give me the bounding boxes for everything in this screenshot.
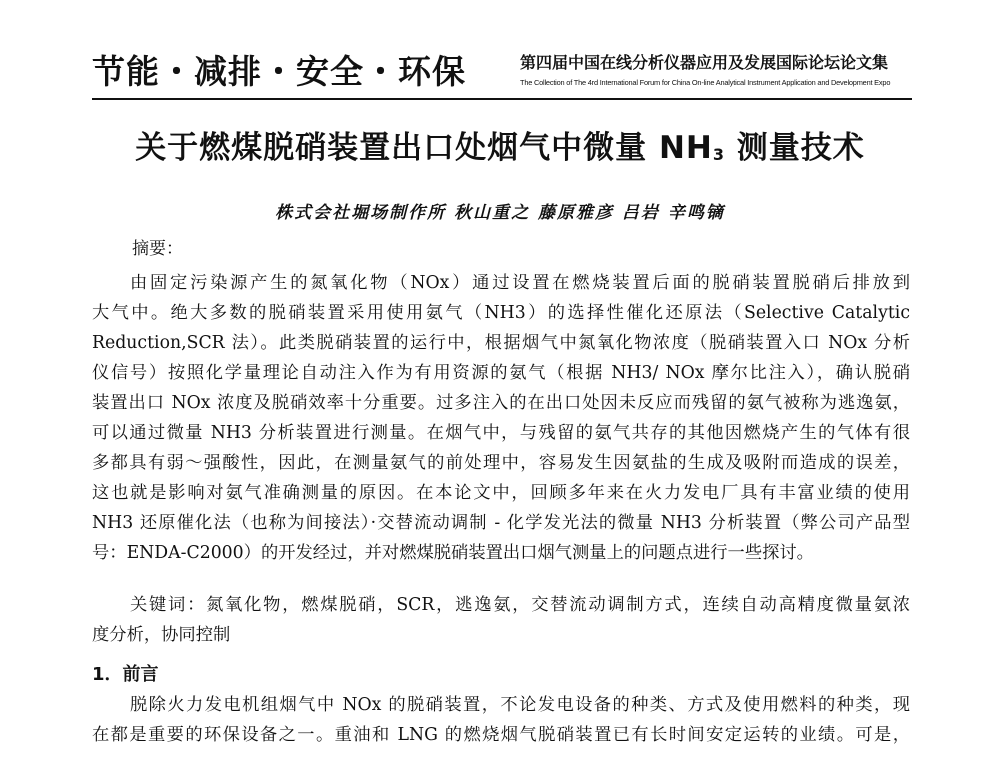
- keywords: [92, 590, 910, 650]
- abstract-line: NH3 还原催化法（也称为间接法）·交替流动调制 - 化学发光法的微量 NH3 分析装置（弊公司产品型: [92, 513, 910, 533]
- page-header: [92, 42, 912, 100]
- section-heading: 1．前言: [92, 664, 159, 685]
- keywords-line: 度分析，协同控制: [92, 625, 231, 645]
- abstract-line: 号：ENDA-C2000）的开发经过，并对燃煤脱硝装置出口烟气测量上的问题点进行一些探讨。: [92, 543, 814, 563]
- abstract-line: 仪信号）按照化学量理论自动注入作为有用资源的氨气（根据 NH3/ NOx 摩尔比注入），确认脱硝: [92, 363, 910, 383]
- abstract-line: 多都具有弱～强酸性，因此，在测量氨气的前处理中，容易发生因氨盐的生成及吸附而造成的误差，: [92, 453, 910, 473]
- intro-line: 在都是重要的环保设备之一。重油和 LNG 的燃烧烟气脱硝装置已有长时间安定运转的业绩。可是，: [92, 725, 910, 745]
- abstract-label: 摘要：: [132, 239, 183, 259]
- abstract-line: 这也就是影响对氨气准确测量的原因。在本论文中，回顾多年来在火力发电厂具有丰富业绩的使用: [92, 483, 910, 503]
- abstract-line: 大气中。绝大多数的脱硝装置采用使用氨气（NH3）的选择性催化还原法（Selective Catalytic: [92, 303, 910, 323]
- intro-line: 脱除火力发电机组烟气中 NOx 的脱硝装置，不论发电设备的种类、方式及使用燃料的种类，现: [130, 695, 910, 715]
- abstract-line: Reduction,SCR 法）。此类脱硝装置的运行中，根据烟气中氮氧化物浓度（脱硝装置入口 NOx 分析: [92, 333, 910, 353]
- conference-info: [520, 50, 912, 87]
- conference-title-en: The Collection of The 4rd International Forum for China On-line Analytical Instrument Application and Development Expo: [520, 78, 891, 87]
- abstract-line: 由固定污染源产生的氮氧化物（NOx）通过设置在燃烧装置后面的脱硝装置脱硝后排放到: [130, 273, 910, 293]
- paper-title: 关于燃煤脱硝装置出口处烟气中微量 $NH_3$ 测量技术: [135, 130, 865, 166]
- intro-body: [92, 690, 910, 750]
- conference-title-cn: 第四届中国在线分析仪器应用及发展国际论坛论文集: [520, 53, 889, 72]
- authors: 株式会社堀场制作所 秋山重之 藤原雅彦 吕岩 辛鸣镝: [275, 203, 725, 223]
- abstract-line: 装置出口 NOx 浓度及脱硝效率十分重要。过多注入的在出口处因未反应而残留的氨气被称为逃逸氨，: [92, 393, 910, 413]
- series-title: 节能・减排・安全・环保: [92, 52, 466, 91]
- abstract-line: 可以通过微量 NH3 分析装置进行测量。在烟气中，与残留的氨气共存的其他因燃烧产生的气体有很: [92, 423, 910, 443]
- abstract-body: [92, 268, 910, 568]
- keywords-line: 关键词：氮氧化物，燃煤脱硝，SCR，逃逸氨，交替流动调制方式，连续自动高精度微量氨浓: [130, 595, 910, 615]
